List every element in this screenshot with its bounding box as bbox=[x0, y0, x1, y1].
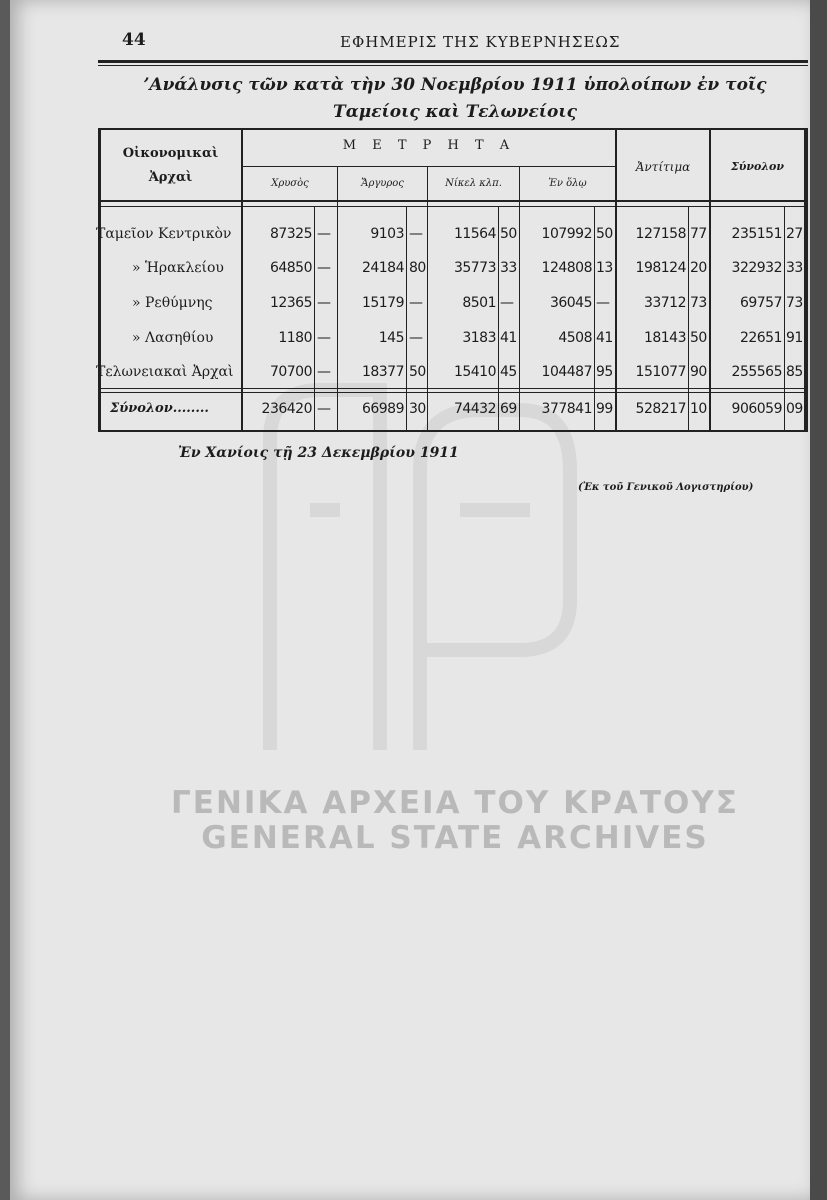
cell-nickel-cents: 69 bbox=[500, 401, 517, 417]
cell-equivalent-cents: 77 bbox=[690, 226, 707, 242]
header-authorities: Οἰκονομικαὶ Ἀρχαὶ bbox=[122, 146, 219, 185]
row-label: » Ρεθύμνης bbox=[132, 295, 213, 311]
cell-equivalent: 127158 bbox=[635, 226, 686, 242]
cell-nickel-cents: 41 bbox=[500, 330, 517, 346]
cell-nickel-cents: — bbox=[500, 295, 514, 311]
cell-silver: 66989 bbox=[361, 401, 404, 417]
cell-cash-total-cents: 50 bbox=[596, 226, 613, 242]
cell-gold-cents: — bbox=[317, 330, 331, 346]
cell-total: 322932 bbox=[731, 260, 782, 276]
cell-total-cents: 73 bbox=[786, 295, 803, 311]
cell-cash-total-cents: 13 bbox=[596, 260, 613, 276]
cell-cash-total: 107992 bbox=[541, 226, 592, 242]
cell-equivalent: 18143 bbox=[643, 330, 686, 346]
row-label: » Ἡρακλείου bbox=[132, 260, 224, 276]
table-title-line1: ’Ανάλυσις τῶν κατὰ τὴν 30 Νοεμβρίου 1911 ὑπολοίπων ἐν τοῖς bbox=[143, 75, 767, 95]
cell-total-cents: 09 bbox=[786, 401, 803, 417]
cell-cash-total-cents: 95 bbox=[596, 364, 613, 380]
cell-equivalent: 528217 bbox=[635, 401, 686, 417]
cell-equivalent-cents: 10 bbox=[690, 401, 707, 417]
cell-silver: 18377 bbox=[361, 364, 404, 380]
total-row-label: Σύνολον........ bbox=[110, 401, 209, 416]
archive-watermark-english: GENERAL STATE ARCHIVES bbox=[201, 820, 709, 856]
cell-equivalent-cents: 50 bbox=[690, 330, 707, 346]
cell-cash-total-cents: — bbox=[596, 295, 610, 311]
cell-gold: 1180 bbox=[278, 330, 312, 346]
header-nickel: Νίκελ κλπ. bbox=[445, 178, 502, 189]
header-cash-group: Μ Ε Τ Ρ Η Τ Α bbox=[342, 138, 516, 153]
table-title-line2: Ταμείοις καὶ Τελωνείοις bbox=[333, 102, 577, 122]
row-label: Ταμεῖον Κεντρικὸν bbox=[96, 226, 232, 242]
cell-equivalent: 33712 bbox=[643, 295, 686, 311]
cell-nickel: 3183 bbox=[462, 330, 496, 346]
row-label: Τελωνειακαὶ Ἀρχαὶ bbox=[96, 364, 234, 380]
cell-cash-total: 104487 bbox=[541, 364, 592, 380]
cell-total: 69757 bbox=[739, 295, 782, 311]
header-equivalent: Ἀντίτιμα bbox=[635, 160, 691, 174]
cell-cash-total: 124808 bbox=[541, 260, 592, 276]
cell-equivalent-cents: 20 bbox=[690, 260, 707, 276]
page-number: 44 bbox=[122, 30, 146, 50]
cell-gold: 64850 bbox=[269, 260, 312, 276]
cell-silver-cents: 80 bbox=[409, 260, 426, 276]
cell-silver: 24184 bbox=[361, 260, 404, 276]
cell-gold-cents: — bbox=[317, 364, 331, 380]
cell-nickel-cents: 33 bbox=[500, 260, 517, 276]
cell-silver: 145 bbox=[378, 330, 404, 346]
cell-silver: 15179 bbox=[361, 295, 404, 311]
cell-nickel-cents: 45 bbox=[500, 364, 517, 380]
header-rule bbox=[98, 60, 808, 63]
cell-silver-cents: — bbox=[409, 295, 423, 311]
header-gold: Χρυσὸς bbox=[271, 178, 309, 189]
cell-gold-cents: — bbox=[317, 401, 331, 417]
cell-silver-cents: 30 bbox=[409, 401, 426, 417]
cell-gold: 236420 bbox=[261, 401, 312, 417]
cell-total: 255565 bbox=[731, 364, 782, 380]
cell-silver-cents: — bbox=[409, 330, 423, 346]
header-silver: Ἄργυρος bbox=[361, 178, 404, 189]
source-note: (Ἐκ τοῦ Γενικοῦ Λογιστηρίου) bbox=[578, 482, 754, 493]
archive-watermark-greek: ΓΕΝΙΚΑ ΑΡΧΕΙΑ ΤΟΥ ΚΡΑΤΟΥΣ bbox=[171, 785, 739, 821]
cell-gold: 87325 bbox=[269, 226, 312, 242]
cell-silver: 9103 bbox=[370, 226, 404, 242]
cell-equivalent-cents: 73 bbox=[690, 295, 707, 311]
cell-total-cents: 33 bbox=[786, 260, 803, 276]
cell-silver-cents: 50 bbox=[409, 364, 426, 380]
cell-total-cents: 27 bbox=[786, 226, 803, 242]
cell-equivalent: 198124 bbox=[635, 260, 686, 276]
cell-total: 22651 bbox=[739, 330, 782, 346]
running-title: ΕΦΗΜΕΡΙΣ ΤΗΣ ΚΥΒΕΡΝΗΣΕΩΣ bbox=[340, 33, 621, 51]
header-cash-total: Ἐν ὅλῳ bbox=[548, 178, 587, 189]
cell-gold-cents: — bbox=[317, 260, 331, 276]
cell-cash-total-cents: 41 bbox=[596, 330, 613, 346]
cell-nickel: 15410 bbox=[453, 364, 496, 380]
binding-edge bbox=[0, 0, 10, 1200]
cell-equivalent: 151077 bbox=[635, 364, 686, 380]
cell-gold: 70700 bbox=[269, 364, 312, 380]
cell-nickel: 8501 bbox=[462, 295, 496, 311]
cell-nickel: 74432 bbox=[453, 401, 496, 417]
cell-nickel: 11564 bbox=[453, 226, 496, 242]
row-label: » Λασηθίου bbox=[132, 330, 214, 346]
cell-gold: 12365 bbox=[269, 295, 312, 311]
header-total: Σύνολον bbox=[730, 160, 785, 173]
balances-table bbox=[98, 128, 808, 432]
cell-nickel: 35773 bbox=[453, 260, 496, 276]
cell-cash-total: 4508 bbox=[558, 330, 592, 346]
cell-gold-cents: — bbox=[317, 295, 331, 311]
cell-total-cents: 91 bbox=[786, 330, 803, 346]
cell-silver-cents: — bbox=[409, 226, 423, 242]
header-rule-thin bbox=[98, 65, 808, 66]
place-and-date: Ἐν Χανίοις τῇ 23 Δεκεμβρίου 1911 bbox=[178, 445, 459, 461]
cell-nickel-cents: 50 bbox=[500, 226, 517, 242]
cell-equivalent-cents: 90 bbox=[690, 364, 707, 380]
cell-cash-total: 377841 bbox=[541, 401, 592, 417]
cell-total: 906059 bbox=[731, 401, 782, 417]
cell-cash-total-cents: 99 bbox=[596, 401, 613, 417]
cell-total: 235151 bbox=[731, 226, 782, 242]
cell-gold-cents: — bbox=[317, 226, 331, 242]
cell-cash-total: 36045 bbox=[549, 295, 592, 311]
document-page bbox=[10, 0, 810, 1200]
cell-total-cents: 85 bbox=[786, 364, 803, 380]
